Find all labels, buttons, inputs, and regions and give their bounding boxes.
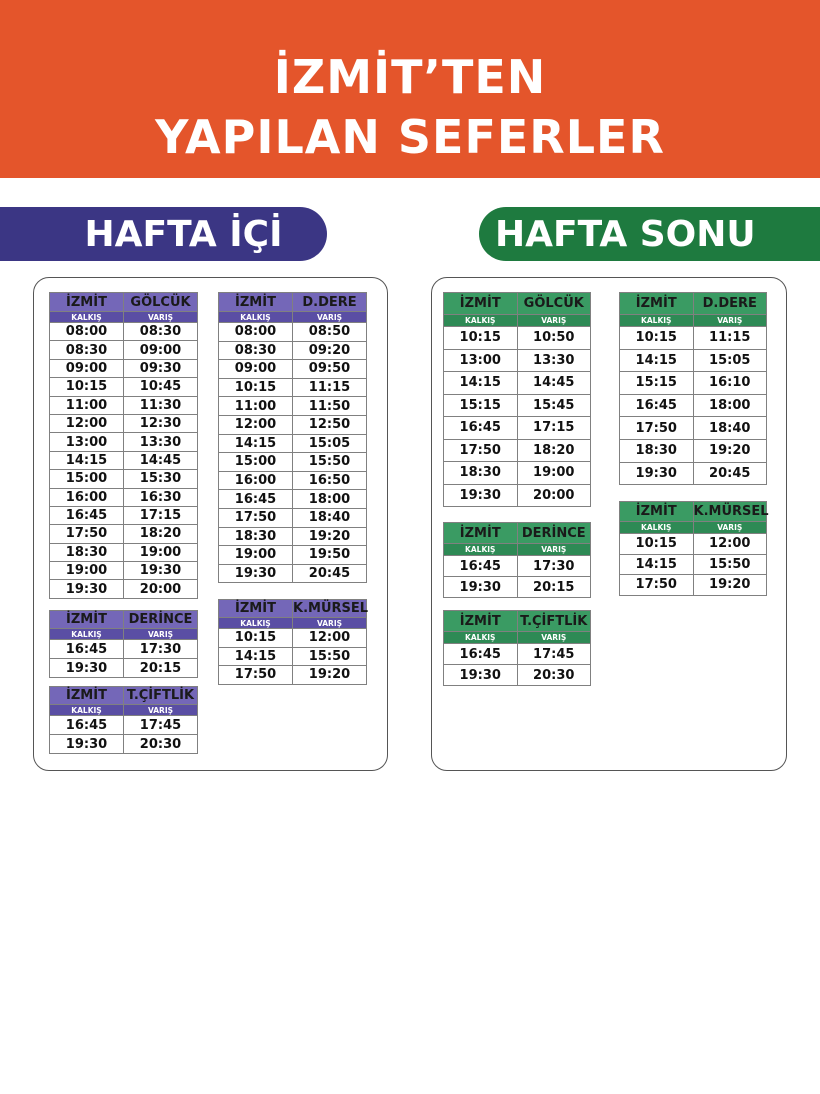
destination-header: DERİNCE <box>124 611 198 629</box>
departure-time: 10:15 <box>444 327 518 350</box>
departure-time: 19:30 <box>444 484 518 507</box>
arrival-time: 16:10 <box>693 372 767 395</box>
arrival-time: 20:45 <box>293 564 367 583</box>
table-row <box>444 484 591 507</box>
table-row <box>219 323 367 342</box>
origin-header: İZMİT <box>620 293 694 315</box>
table-row <box>620 554 767 575</box>
departure-time: 15:15 <box>620 372 694 395</box>
departure-time: 10:15 <box>219 378 293 397</box>
table-row <box>50 470 198 488</box>
departure-label: KALKIŞ <box>620 315 694 327</box>
departure-time: 16:00 <box>50 488 124 506</box>
departure-time: 19:30 <box>50 580 124 598</box>
departure-time: 10:15 <box>50 378 124 396</box>
table-row <box>620 394 767 417</box>
departure-time: 11:00 <box>50 396 124 414</box>
arrival-time: 09:20 <box>293 341 367 360</box>
arrival-time: 19:00 <box>517 462 591 485</box>
arrival-label: VARIŞ <box>517 632 591 644</box>
arrival-time: 10:45 <box>124 378 198 396</box>
departure-time: 19:30 <box>620 462 694 485</box>
arrival-time: 20:45 <box>693 462 767 485</box>
arrival-time: 17:45 <box>124 716 198 735</box>
origin-header: İZMİT <box>444 293 518 315</box>
arrival-time: 18:00 <box>693 394 767 417</box>
arrival-time: 16:50 <box>293 471 367 490</box>
arrival-time: 12:50 <box>293 415 367 434</box>
table-row <box>444 327 591 350</box>
departure-time: 14:15 <box>219 434 293 453</box>
destination-header: DERİNCE <box>517 523 591 544</box>
departure-time: 16:45 <box>620 394 694 417</box>
departure-time: 17:50 <box>620 417 694 440</box>
departure-label: KALKIŞ <box>620 522 694 534</box>
departure-time: 09:00 <box>219 360 293 379</box>
title-line-1: İZMİT’TEN <box>273 50 547 104</box>
arrival-label: VARIŞ <box>124 629 198 640</box>
departure-time: 14:15 <box>219 647 293 666</box>
departure-label: KALKIŞ <box>219 618 293 629</box>
arrival-time: 17:30 <box>124 640 198 659</box>
origin-header: İZMİT <box>444 611 518 632</box>
arrival-time: 20:15 <box>517 577 591 598</box>
weekday-tciftlik-table <box>49 686 198 754</box>
arrival-time: 20:15 <box>124 659 198 678</box>
origin-header: İZMİT <box>444 523 518 544</box>
origin-header: İZMİT <box>219 293 293 312</box>
table-row <box>50 735 198 754</box>
arrival-time: 14:45 <box>517 372 591 395</box>
arrival-time: 16:30 <box>124 488 198 506</box>
departure-time: 13:00 <box>50 433 124 451</box>
arrival-time: 17:15 <box>517 417 591 440</box>
arrival-label: VARIŞ <box>517 315 591 327</box>
table-row <box>219 471 367 490</box>
table-row <box>50 659 198 678</box>
arrival-time: 09:00 <box>124 341 198 359</box>
destination-header: T.ÇİFTLİK <box>124 687 198 705</box>
table-row <box>50 359 198 377</box>
destination-header: T.ÇİFTLİK <box>517 611 591 632</box>
destination-header: GÖLCÜK <box>517 293 591 315</box>
table-row <box>620 439 767 462</box>
weekday-kmursel-table <box>218 599 367 685</box>
table-row <box>444 462 591 485</box>
table-row <box>219 508 367 527</box>
title-banner <box>0 0 820 178</box>
arrival-time: 18:20 <box>517 439 591 462</box>
departure-time: 13:00 <box>444 349 518 372</box>
table-row <box>50 414 198 432</box>
table-row <box>444 439 591 462</box>
departure-time: 17:50 <box>219 666 293 685</box>
arrival-time: 11:15 <box>693 327 767 350</box>
arrival-time: 08:50 <box>293 323 367 342</box>
arrival-time: 17:15 <box>124 506 198 524</box>
arrival-time: 15:50 <box>293 647 367 666</box>
departure-label: KALKIŞ <box>50 312 124 323</box>
table-row <box>50 378 198 396</box>
departure-time: 12:00 <box>50 414 124 432</box>
weekday-golcuk-table <box>49 292 198 599</box>
departure-time: 14:15 <box>620 349 694 372</box>
departure-label: KALKIŞ <box>219 312 293 323</box>
departure-time: 17:50 <box>444 439 518 462</box>
departure-time: 19:30 <box>50 735 124 754</box>
arrival-time: 19:20 <box>693 439 767 462</box>
arrival-time: 20:00 <box>517 484 591 507</box>
arrival-time: 13:30 <box>124 433 198 451</box>
departure-time: 18:30 <box>50 543 124 561</box>
destination-header: D.DERE <box>293 293 367 312</box>
departure-time: 16:45 <box>50 640 124 659</box>
origin-header: İZMİT <box>50 611 124 629</box>
table-row <box>50 506 198 524</box>
table-row <box>50 716 198 735</box>
table-row <box>50 543 198 561</box>
table-row <box>620 372 767 395</box>
departure-time: 15:00 <box>219 453 293 472</box>
arrival-time: 15:05 <box>293 434 367 453</box>
arrival-time: 18:00 <box>293 490 367 509</box>
table-row <box>219 397 367 416</box>
arrival-label: VARIŞ <box>124 312 198 323</box>
departure-time: 17:50 <box>50 525 124 543</box>
arrival-time: 18:20 <box>124 525 198 543</box>
departure-time: 16:45 <box>50 506 124 524</box>
arrival-time: 13:30 <box>517 349 591 372</box>
table-row <box>620 327 767 350</box>
arrival-time: 17:45 <box>517 644 591 665</box>
table-row <box>50 341 198 359</box>
arrival-time: 11:30 <box>124 396 198 414</box>
departure-time: 12:00 <box>219 415 293 434</box>
table-row <box>620 417 767 440</box>
arrival-time: 12:30 <box>124 414 198 432</box>
destination-header: GÖLCÜK <box>124 293 198 312</box>
departure-time: 19:00 <box>219 546 293 565</box>
weekend-kmursel-table <box>619 501 767 596</box>
table-row <box>219 415 367 434</box>
table-row <box>444 372 591 395</box>
table-row <box>50 525 198 543</box>
table-row <box>219 527 367 546</box>
arrival-time: 10:50 <box>517 327 591 350</box>
departure-time: 19:30 <box>444 665 518 686</box>
arrival-time: 15:30 <box>124 470 198 488</box>
destination-header: K.MÜRSEL <box>693 502 767 522</box>
origin-header: İZMİT <box>50 687 124 705</box>
weekend-tciftlik-table <box>443 610 591 686</box>
arrival-time: 12:00 <box>293 629 367 648</box>
table-row <box>620 349 767 372</box>
origin-header: İZMİT <box>620 502 694 522</box>
departure-time: 10:15 <box>219 629 293 648</box>
arrival-time: 15:05 <box>693 349 767 372</box>
table-row <box>219 453 367 472</box>
arrival-time: 19:20 <box>693 575 767 596</box>
arrival-time: 19:20 <box>293 666 367 685</box>
weekend-heading <box>479 207 820 261</box>
table-row <box>444 665 591 686</box>
arrival-time: 12:00 <box>693 534 767 555</box>
table-row <box>219 378 367 397</box>
departure-time: 14:15 <box>50 451 124 469</box>
table-row <box>620 534 767 555</box>
table-row <box>444 349 591 372</box>
table-row <box>620 462 767 485</box>
arrival-time: 15:50 <box>693 554 767 575</box>
departure-label: KALKIŞ <box>444 315 518 327</box>
origin-header: İZMİT <box>50 293 124 312</box>
arrival-label: VARIŞ <box>293 618 367 629</box>
arrival-time: 19:50 <box>293 546 367 565</box>
arrival-time: 11:50 <box>293 397 367 416</box>
table-row <box>50 640 198 659</box>
arrival-time: 18:40 <box>293 508 367 527</box>
departure-time: 19:30 <box>219 564 293 583</box>
table-row <box>219 360 367 379</box>
weekend-derince-table <box>443 522 591 598</box>
departure-time: 08:00 <box>219 323 293 342</box>
weekday-derince-table <box>49 610 198 678</box>
table-row <box>219 434 367 453</box>
departure-time: 19:30 <box>444 577 518 598</box>
departure-time: 15:00 <box>50 470 124 488</box>
arrival-time: 20:30 <box>517 665 591 686</box>
table-row <box>620 575 767 596</box>
arrival-time: 14:45 <box>124 451 198 469</box>
table-row <box>50 396 198 414</box>
departure-time: 16:45 <box>444 417 518 440</box>
departure-time: 08:30 <box>50 341 124 359</box>
weekday-ddere-table <box>218 292 367 583</box>
departure-time: 10:15 <box>620 327 694 350</box>
departure-time: 16:00 <box>219 471 293 490</box>
departure-time: 16:45 <box>444 644 518 665</box>
table-row <box>219 490 367 509</box>
arrival-time: 20:00 <box>124 580 198 598</box>
table-row <box>219 341 367 360</box>
table-row <box>50 323 198 341</box>
departure-time: 08:30 <box>219 341 293 360</box>
table-row <box>444 577 591 598</box>
departure-time: 17:50 <box>219 508 293 527</box>
weekend-ddere-table <box>619 292 767 485</box>
arrival-time: 15:45 <box>517 394 591 417</box>
table-row <box>444 394 591 417</box>
departure-time: 19:00 <box>50 562 124 580</box>
table-row <box>50 562 198 580</box>
departure-label: KALKIŞ <box>444 544 518 556</box>
departure-time: 18:30 <box>219 527 293 546</box>
table-row <box>50 488 198 506</box>
departure-time: 16:45 <box>50 716 124 735</box>
origin-header: İZMİT <box>219 600 293 618</box>
weekday-heading <box>0 207 327 261</box>
departure-time: 18:30 <box>444 462 518 485</box>
arrival-time: 18:40 <box>693 417 767 440</box>
table-row <box>219 666 367 685</box>
departure-time: 17:50 <box>620 575 694 596</box>
arrival-label: VARIŞ <box>693 315 767 327</box>
table-row <box>444 417 591 440</box>
arrival-time: 08:30 <box>124 323 198 341</box>
departure-time: 16:45 <box>219 490 293 509</box>
arrival-time: 19:30 <box>124 562 198 580</box>
departure-time: 09:00 <box>50 359 124 377</box>
departure-time: 14:15 <box>620 554 694 575</box>
table-row <box>219 647 367 666</box>
weekend-heading-label: HAFTA SONU <box>495 213 756 255</box>
arrival-time: 09:50 <box>293 360 367 379</box>
departure-label: KALKIŞ <box>50 705 124 716</box>
departure-time: 18:30 <box>620 439 694 462</box>
table-row <box>444 556 591 577</box>
arrival-label: VARIŞ <box>517 544 591 556</box>
departure-label: KALKIŞ <box>50 629 124 640</box>
arrival-time: 15:50 <box>293 453 367 472</box>
arrival-time: 09:30 <box>124 359 198 377</box>
arrival-time: 20:30 <box>124 735 198 754</box>
table-row <box>50 580 198 598</box>
table-row <box>50 451 198 469</box>
departure-time: 08:00 <box>50 323 124 341</box>
arrival-time: 11:15 <box>293 378 367 397</box>
arrival-time: 19:00 <box>124 543 198 561</box>
table-row <box>444 644 591 665</box>
destination-header: K.MÜRSEL <box>293 601 369 616</box>
weekend-golcuk-table <box>443 292 591 507</box>
arrival-label: VARIŞ <box>693 522 767 534</box>
departure-time: 14:15 <box>444 372 518 395</box>
departure-time: 16:45 <box>444 556 518 577</box>
departure-time: 15:15 <box>444 394 518 417</box>
departure-time: 11:00 <box>219 397 293 416</box>
departure-label: KALKIŞ <box>444 632 518 644</box>
destination-header: D.DERE <box>693 293 767 315</box>
arrival-label: VARIŞ <box>293 312 367 323</box>
table-row <box>219 546 367 565</box>
arrival-label: VARIŞ <box>124 705 198 716</box>
arrival-time: 17:30 <box>517 556 591 577</box>
arrival-time: 19:20 <box>293 527 367 546</box>
departure-time: 10:15 <box>620 534 694 555</box>
weekday-heading-label: HAFTA İÇİ <box>84 213 283 255</box>
table-row <box>50 433 198 451</box>
table-row <box>219 629 367 648</box>
departure-time: 19:30 <box>50 659 124 678</box>
title-line-2: YAPILAN SEFERLER <box>155 110 665 164</box>
table-row <box>219 564 367 583</box>
